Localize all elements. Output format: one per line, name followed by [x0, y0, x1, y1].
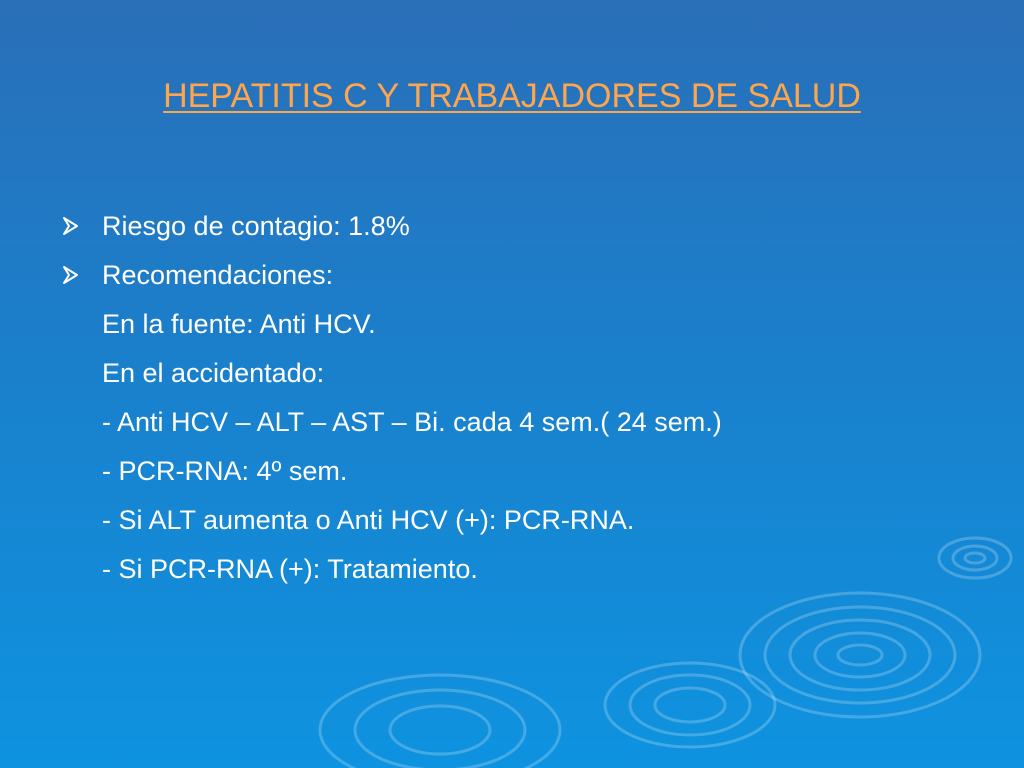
list-item — [62, 447, 962, 496]
list-item-text: - PCR-RNA: 4º sem. — [102, 456, 348, 486]
list-item — [62, 251, 962, 300]
list-item — [62, 545, 962, 594]
list-item-text: Riesgo de contagio: 1.8% — [102, 211, 410, 241]
list-item — [62, 496, 962, 545]
slide-body — [62, 202, 962, 594]
list-item — [62, 349, 962, 398]
list-item-text: Recomendaciones: — [102, 260, 334, 290]
arrow-right-outline-icon — [62, 216, 80, 236]
list-item-text: En el accidentado: — [102, 358, 325, 388]
list-item — [62, 398, 962, 447]
slide-title: HEPATITIS C Y TRABAJADORES DE SALUD — [163, 77, 861, 115]
list-item-text: En la fuente: Anti HCV. — [102, 309, 376, 339]
list-item — [62, 202, 962, 251]
arrow-right-outline-icon — [62, 265, 80, 285]
list-item-text: - Si ALT aumenta o Anti HCV (+): PCR-RNA. — [102, 505, 635, 535]
list-item-text: - Anti HCV – ALT – AST – Bi. cada 4 sem.( 24 sem.) — [102, 407, 722, 437]
list-item-text: - Si PCR-RNA (+): Tratamiento. — [102, 554, 478, 584]
list-item — [62, 300, 962, 349]
